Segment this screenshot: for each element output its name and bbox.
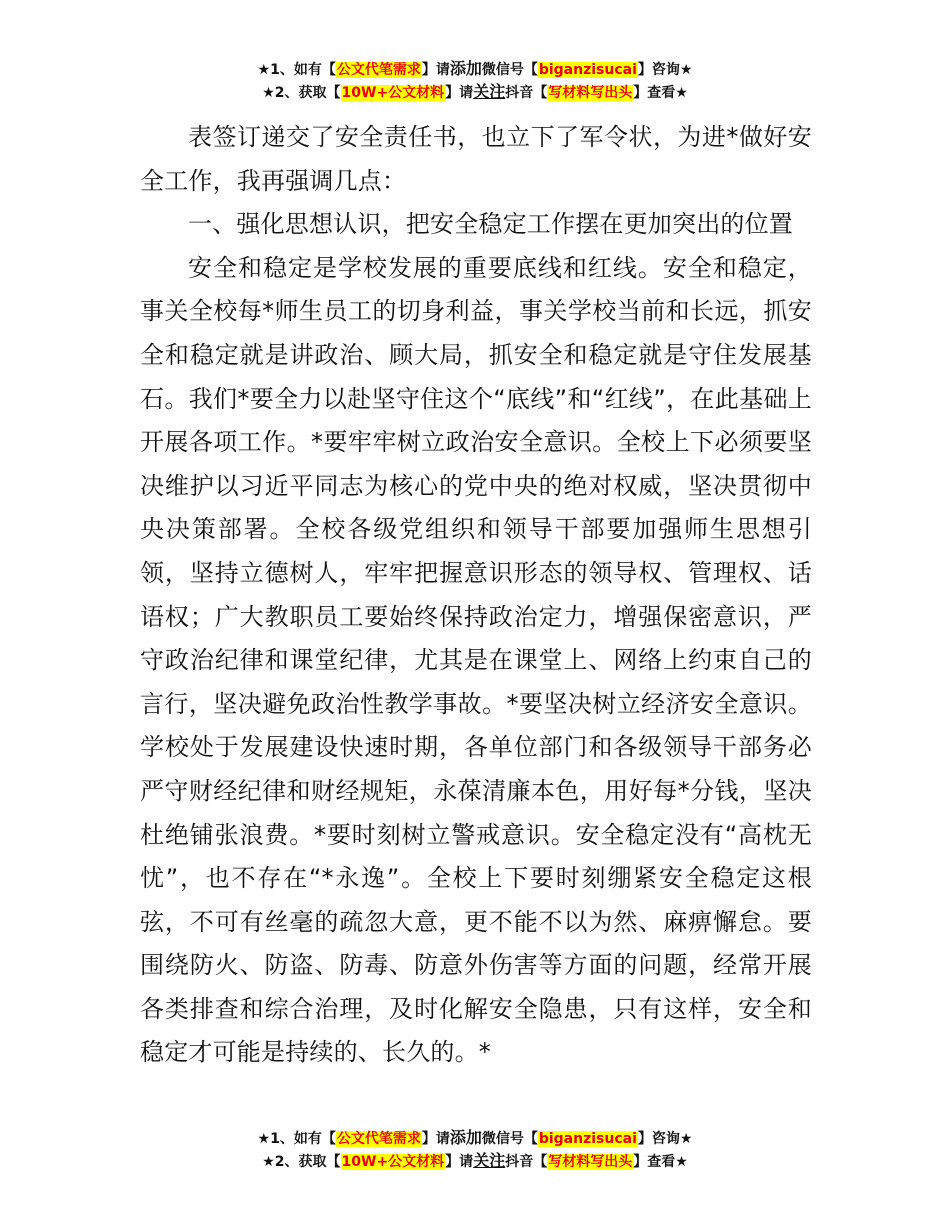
- banner-text: 】请: [421, 62, 450, 78]
- highlight-materials: 10W+公文材料: [341, 1154, 445, 1170]
- banner-text: ★2、获取【: [262, 85, 341, 101]
- highlight-douyin-id: 写材料写出头: [548, 85, 633, 101]
- paragraph-body: 安全和稳定是学校发展的重要底线和红线。安全和稳定，事关全校每*师生员工的切身利益，事关学校当前和长远，抓安全和稳定就是讲政治、顾大局，抓安全和稳定就是守住发展基石。我们*要全力以赴坚守住这个“底线”和“红线”，在此基础上开展各项工作。*要牢牢树立政治安全意识。全校上下必须要坚决维护以习近平同志为核心的党中央的绝对权威，坚决贯彻中央决策部署。全校各级党组织和领导干部要加强师生思想引领，坚持立德树人，牢牢把握意识形态的领导权、管理权、话语权；广大教职员工要始终保持政治定力，增强保密意识，严守政治纪律和课堂纪律，尤其是在课堂上、网络上约束自己的言行，坚决避免政治性教学事故。*要坚决树立经济安全意识。学校处于发展建设快速时期，各单位部门和各级领导干部务必严守财经纪律和财经规矩，永葆清廉本色，用好每*分钱，坚决杜绝铺张浪费。*要时刻树立警戒意识。安全稳定没有“高枕无忧”，也不存在“*永逸”。全校上下要时刻绷紧安全稳定这根弦，不可有丝毫的疏忽大意，更不能不以为然、麻痹懈怠。要围绕防火、防盗、防毒、防意外伤害等方面的问题，经常开展各类排查和综合治理，及时化解安全隐患，只有这样，安全和稳定才可能是持续的、长久的。*: [140, 253, 812, 1067]
- banner-text: 抖音【: [505, 85, 548, 101]
- banner-text: ★2、获取【: [262, 1154, 341, 1170]
- banner-line-1: [0, 1127, 950, 1150]
- section-heading: 一、强化思想认识，把安全稳定工作摆在更加突出的位置: [188, 210, 793, 239]
- highlight-service: 公文代笔需求: [336, 62, 421, 78]
- banner-line-1: [0, 58, 950, 81]
- banner-text: ★1、如有【: [257, 1131, 336, 1147]
- banner-text: ★1、如有【: [257, 62, 336, 78]
- header-banner: [0, 58, 950, 104]
- highlight-materials: 10W+公文材料: [341, 85, 445, 101]
- banner-text: 微信号【: [481, 1131, 538, 1147]
- banner-emphasis: 添加: [449, 1128, 482, 1147]
- banner-text: 】查看★: [633, 1154, 688, 1170]
- highlight-wechat-id: biganzisucai: [538, 62, 637, 78]
- highlight-wechat-id: biganzisucai: [538, 1131, 637, 1147]
- banner-line-2: [0, 81, 950, 104]
- banner-text: 】请: [445, 85, 474, 101]
- banner-text: 】咨询★: [637, 1131, 693, 1147]
- banner-emphasis: 添加: [449, 59, 482, 78]
- banner-line-2: [0, 1150, 950, 1173]
- highlight-service: 公文代笔需求: [336, 1131, 421, 1147]
- banner-text: 微信号【: [481, 62, 538, 78]
- footer-banner: [0, 1127, 950, 1173]
- banner-text: 】咨询★: [637, 62, 693, 78]
- banner-text: 】请: [445, 1154, 474, 1170]
- paragraph-intro: 表签订递交了安全责任书，也立下了军令状，为进*做好安全工作，我再强调几点：: [140, 123, 812, 195]
- banner-emphasis: 关注: [473, 1151, 506, 1170]
- highlight-douyin-id: 写材料写出头: [548, 1154, 633, 1170]
- document-body: [140, 116, 812, 1075]
- banner-text: 】查看★: [633, 85, 688, 101]
- banner-emphasis: 关注: [473, 82, 506, 101]
- banner-text: 抖音【: [505, 1154, 548, 1170]
- banner-text: 】请: [421, 1131, 450, 1147]
